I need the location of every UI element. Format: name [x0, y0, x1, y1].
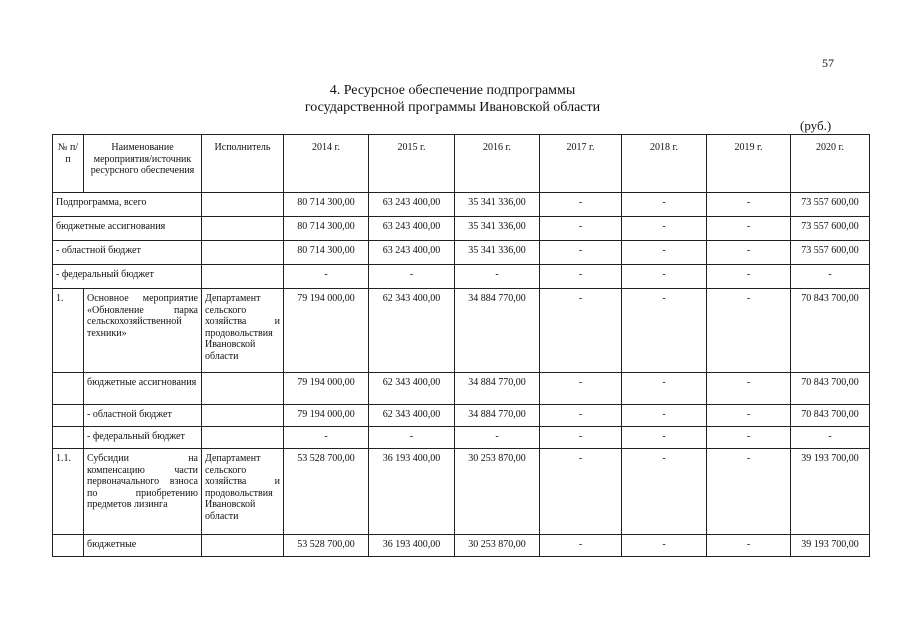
executor-cell: [202, 427, 284, 449]
value-cell: -: [707, 427, 791, 449]
value-cell: -: [540, 373, 622, 405]
header-row: [53, 135, 870, 193]
title-line-1: 4. Ресурсное обеспечение подпрограммы: [329, 83, 576, 98]
value-cell: -: [707, 535, 791, 557]
value-cell: -: [622, 265, 707, 289]
value-cell: -: [455, 427, 540, 449]
executor-cell: [202, 217, 284, 241]
value-cell: -: [707, 373, 791, 405]
value-cell: 79 194 000,00: [284, 373, 369, 405]
value-cell: -: [707, 241, 791, 265]
header-year: 2018 г.: [622, 135, 707, 193]
value-cell: 79 194 000,00: [284, 289, 369, 373]
value-cell: -: [707, 193, 791, 217]
value-cell: -: [622, 449, 707, 535]
table-row: [53, 193, 870, 217]
item-number: [53, 427, 84, 449]
value-cell: 36 193 400,00: [369, 449, 455, 535]
value-cell: 34 884 770,00: [455, 405, 540, 427]
value-cell: -: [369, 427, 455, 449]
value-cell: 73 557 600,00: [791, 241, 870, 265]
executor-cell: [202, 193, 284, 217]
header-num: № п/п: [53, 135, 84, 193]
row-label: бюджетные ассигнования: [53, 217, 202, 241]
executor-cell: [202, 405, 284, 427]
value-cell: -: [707, 217, 791, 241]
table-row: [53, 289, 870, 373]
page-number: 57: [822, 56, 834, 70]
executor-cell: Департамент сельского хозяйства и продовольствия Ивановской области: [202, 289, 284, 373]
value-cell: 80 714 300,00: [284, 193, 369, 217]
value-cell: 53 528 700,00: [284, 535, 369, 557]
header-year: 2014 г.: [284, 135, 369, 193]
executor-cell: [202, 373, 284, 405]
executor-cell: [202, 265, 284, 289]
table-row: [53, 427, 870, 449]
value-cell: 53 528 700,00: [284, 449, 369, 535]
value-cell: -: [284, 265, 369, 289]
value-cell: 34 884 770,00: [455, 289, 540, 373]
table-row: [53, 265, 870, 289]
row-label: Подпрограмма, всего: [53, 193, 202, 217]
value-cell: -: [540, 241, 622, 265]
item-number: 1.: [53, 289, 84, 373]
value-cell: -: [707, 405, 791, 427]
value-cell: -: [622, 193, 707, 217]
value-cell: -: [791, 427, 870, 449]
value-cell: 70 843 700,00: [791, 405, 870, 427]
row-label: - федеральный бюджет: [53, 265, 202, 289]
value-cell: 73 557 600,00: [791, 217, 870, 241]
item-number: 1.1.: [53, 449, 84, 535]
value-cell: 30 253 870,00: [455, 535, 540, 557]
value-cell: -: [622, 427, 707, 449]
value-cell: 62 343 400,00: [369, 289, 455, 373]
value-cell: -: [622, 289, 707, 373]
value-cell: -: [622, 405, 707, 427]
header-year: 2016 г.: [455, 135, 540, 193]
row-label: - областной бюджет: [84, 405, 202, 427]
value-cell: -: [455, 265, 540, 289]
header-year: 2017 г.: [540, 135, 622, 193]
header-year: 2020 г.: [791, 135, 870, 193]
value-cell: 34 884 770,00: [455, 373, 540, 405]
value-cell: 63 243 400,00: [369, 241, 455, 265]
value-cell: 63 243 400,00: [369, 193, 455, 217]
value-cell: 63 243 400,00: [369, 217, 455, 241]
value-cell: 35 341 336,00: [455, 241, 540, 265]
executor-cell: Департамент сельского хозяйства и продовольствия Ивановской области: [202, 449, 284, 535]
table-row: [53, 241, 870, 265]
executor-cell: [202, 535, 284, 557]
value-cell: -: [707, 289, 791, 373]
value-cell: 35 341 336,00: [455, 217, 540, 241]
value-cell: -: [791, 265, 870, 289]
value-cell: -: [284, 427, 369, 449]
value-cell: -: [707, 449, 791, 535]
item-number: [53, 535, 84, 557]
value-cell: -: [707, 265, 791, 289]
value-cell: 80 714 300,00: [284, 241, 369, 265]
value-cell: -: [540, 535, 622, 557]
row-label: бюджетные: [84, 535, 202, 557]
value-cell: -: [540, 217, 622, 241]
table-row: [53, 535, 870, 557]
value-cell: 36 193 400,00: [369, 535, 455, 557]
table-row: [53, 449, 870, 535]
value-cell: -: [622, 373, 707, 405]
value-cell: -: [540, 265, 622, 289]
value-cell: 79 194 000,00: [284, 405, 369, 427]
row-label: - областной бюджет: [53, 241, 202, 265]
value-cell: -: [622, 535, 707, 557]
value-cell: 30 253 870,00: [455, 449, 540, 535]
value-cell: 62 343 400,00: [369, 373, 455, 405]
header-executor: Исполнитель: [202, 135, 284, 193]
value-cell: 70 843 700,00: [791, 289, 870, 373]
header-year: 2015 г.: [369, 135, 455, 193]
value-cell: -: [540, 427, 622, 449]
header-year: 2019 г.: [707, 135, 791, 193]
row-label: бюджетные ассигнования: [84, 373, 202, 405]
page-title: [0, 82, 905, 116]
table-row: [53, 373, 870, 405]
table-row: [53, 217, 870, 241]
item-name: Основное мероприятие «Обновление парка сельскохозяйственной техники»: [84, 289, 202, 373]
header-name: Наименование мероприятия/источник ресурсного обеспечения: [84, 135, 202, 193]
value-cell: 70 843 700,00: [791, 373, 870, 405]
value-cell: 62 343 400,00: [369, 405, 455, 427]
item-number: [53, 405, 84, 427]
value-cell: 39 193 700,00: [791, 535, 870, 557]
table-row: [53, 405, 870, 427]
value-cell: 35 341 336,00: [455, 193, 540, 217]
row-label: - федеральный бюджет: [84, 427, 202, 449]
resource-table: [52, 134, 870, 557]
value-cell: -: [540, 405, 622, 427]
value-cell: 80 714 300,00: [284, 217, 369, 241]
value-cell: -: [540, 289, 622, 373]
currency-note: (руб.): [800, 118, 832, 133]
value-cell: 39 193 700,00: [791, 449, 870, 535]
value-cell: -: [369, 265, 455, 289]
executor-cell: [202, 241, 284, 265]
item-number: [53, 373, 84, 405]
title-line-2: государственной программы Ивановской области: [304, 100, 601, 115]
value-cell: 73 557 600,00: [791, 193, 870, 217]
value-cell: -: [540, 193, 622, 217]
value-cell: -: [622, 241, 707, 265]
value-cell: -: [540, 449, 622, 535]
value-cell: -: [622, 217, 707, 241]
item-name: Субсидии на компенсацию части первоначального взноса по приобретению предметов лизинга: [84, 449, 202, 535]
